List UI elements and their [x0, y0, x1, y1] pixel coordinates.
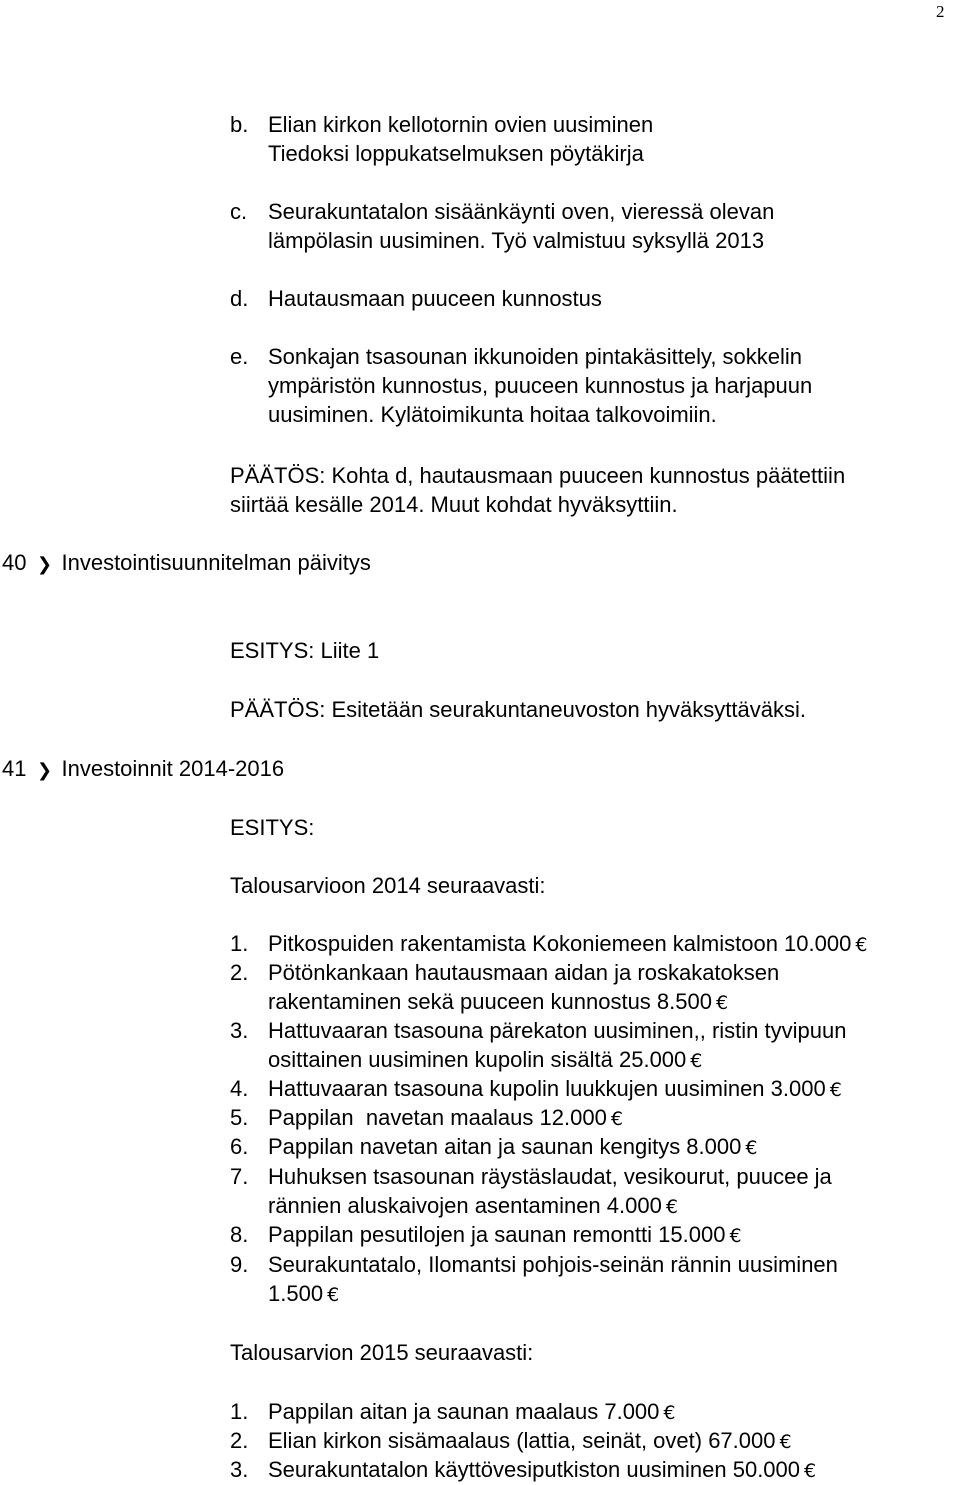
- list-text: Elian kirkon kellotornin ovien uusiminen: [268, 112, 654, 137]
- euro-icon: €: [715, 992, 729, 1014]
- item-text: Hattuvaaran tsasouna kupolin luukkujen uusiminen 3.000: [268, 1076, 826, 1101]
- item-label: 3.: [230, 1457, 249, 1482]
- budget-item: [230, 1105, 623, 1132]
- item-text: Huhuksen tsasounan räystäslaudat, vesikourut, puucee ja: [268, 1164, 832, 1189]
- item-label: 2.: [230, 960, 249, 985]
- section-number: 41: [2, 756, 27, 781]
- proposal-text: ESITYS: Liite 1: [230, 638, 380, 663]
- euro-icon: €: [745, 1137, 758, 1159]
- list-text: lämpölasin uusiminen. Työ valmistuu syksyllä 2013: [268, 228, 765, 253]
- item-label: 5.: [230, 1105, 249, 1130]
- list-text: Seurakuntatalon sisäänkäynti oven, vieressä olevan: [268, 199, 775, 224]
- budget-item: [230, 1252, 838, 1278]
- item-text: Pappilan aitan ja saunan maalaus 7.000: [268, 1399, 660, 1424]
- list-label: b.: [230, 112, 249, 137]
- item-label: 8.: [230, 1222, 249, 1247]
- euro-icon: €: [729, 1225, 742, 1247]
- item-text: Pötönkankaan hautausmaan aidan ja roskakatoksen: [268, 960, 780, 985]
- item-label: 1.: [230, 1399, 249, 1424]
- euro-icon: €: [327, 1284, 340, 1306]
- item-label: 4.: [230, 1076, 249, 1101]
- item-text: Pappilan navetan maalaus 12.000: [268, 1105, 607, 1130]
- list-item-e: [230, 344, 802, 370]
- budget-item: [230, 1134, 757, 1161]
- item-text: osittainen uusiminen kupolin sisältä 25.000: [268, 1047, 687, 1072]
- list-text: uusiminen. Kylätoimikunta hoitaa talkovoimiin.: [268, 402, 717, 427]
- item-text: Seurakuntatalo, Ilomantsi pohjois-seinän rännin uusiminen: [268, 1252, 838, 1277]
- item-text: Elian kirkon sisämaalaus (lattia, seinät, ovet) 67.000: [268, 1428, 776, 1453]
- budget-heading-2014: Talousarvioon 2014 seuraavasti:: [230, 873, 546, 898]
- item-text-cont: [268, 1193, 678, 1220]
- euro-icon: €: [804, 1460, 817, 1482]
- chevron-right-icon: ❯: [36, 554, 53, 575]
- list-text: Hautausmaan puuceen kunnostus: [268, 286, 602, 311]
- section-heading-40: [2, 550, 371, 578]
- budget-item: [230, 960, 779, 986]
- page-number: 2: [936, 2, 945, 21]
- euro-icon: €: [855, 934, 868, 956]
- list-label: c.: [230, 199, 248, 224]
- euro-icon: €: [829, 1079, 842, 1101]
- item-text-cont: [268, 1281, 339, 1308]
- item-label: 1.: [230, 931, 249, 956]
- section-number: 40: [2, 550, 27, 575]
- euro-icon: €: [663, 1402, 676, 1424]
- list-text: ympäristön kunnostus, puuceen kunnostus ja harjapuun: [268, 373, 813, 398]
- list-text: Tiedoksi loppukatselmuksen pöytäkirja: [268, 141, 644, 166]
- budget-heading-2015: Talousarvion 2015 seuraavasti:: [230, 1340, 534, 1365]
- item-text: Pappilan pesutilojen ja saunan remontti 15.000: [268, 1222, 726, 1247]
- item-text: 1.500: [268, 1281, 324, 1306]
- item-label: 9.: [230, 1252, 249, 1277]
- budget-item: [230, 1428, 792, 1455]
- item-text: Pappilan navetan aitan ja saunan kengitys 8.000: [268, 1134, 742, 1159]
- item-text-cont: [268, 989, 728, 1016]
- list-item-d: [230, 286, 602, 312]
- euro-icon: €: [665, 1196, 678, 1218]
- proposal-text: ESITYS:: [230, 815, 315, 840]
- decision-text: PÄÄTÖS: Kohta d, hautausmaan puuceen kunnostus päätettiin: [230, 463, 846, 488]
- budget-item: [230, 1164, 832, 1190]
- decision-text: siirtää kesälle 2014. Muut kohdat hyväksyttiin.: [230, 492, 678, 517]
- euro-icon: €: [610, 1108, 623, 1130]
- section-title: Investoinnit 2014-2016: [61, 756, 285, 781]
- chevron-right-icon: ❯: [36, 760, 53, 781]
- list-item-b: [230, 112, 653, 138]
- budget-item: [230, 1399, 676, 1426]
- budget-item: [230, 1222, 742, 1249]
- decision-text: PÄÄTÖS: Esitetään seurakuntaneuvoston hyväksyttäväksi.: [230, 697, 806, 722]
- item-label: 7.: [230, 1164, 249, 1189]
- item-label: 6.: [230, 1134, 249, 1159]
- item-text: rakentaminen sekä puuceen kunnostus 8.500: [268, 989, 712, 1014]
- item-text: Hattuvaaran tsasouna pärekaton uusiminen,, ristin tyvipuun: [268, 1018, 847, 1043]
- item-label: 3.: [230, 1018, 249, 1043]
- item-text: rännien aluskaivojen asentaminen 4.000: [268, 1193, 662, 1218]
- list-item-c: [230, 199, 774, 225]
- list-text: Sonkajan tsasounan ikkunoiden pintakäsittely, sokkelin: [268, 344, 803, 369]
- list-label: e.: [230, 344, 249, 369]
- section-heading-41: [2, 756, 284, 784]
- item-text-cont: [268, 1047, 702, 1074]
- list-label: d.: [230, 286, 249, 311]
- item-label: 2.: [230, 1428, 249, 1453]
- section-title: Investointisuunnitelman päivitys: [61, 550, 371, 575]
- euro-icon: €: [779, 1431, 792, 1453]
- budget-item: [230, 931, 867, 958]
- item-text: Seurakuntatalon käyttövesiputkiston uusiminen 50.000: [268, 1457, 801, 1482]
- budget-item: [230, 1457, 816, 1484]
- euro-icon: €: [690, 1050, 703, 1072]
- budget-item: [230, 1076, 842, 1103]
- budget-item: [230, 1018, 846, 1044]
- item-text: Pitkospuiden rakentamista Kokoniemeen kalmistoon 10.000: [268, 931, 852, 956]
